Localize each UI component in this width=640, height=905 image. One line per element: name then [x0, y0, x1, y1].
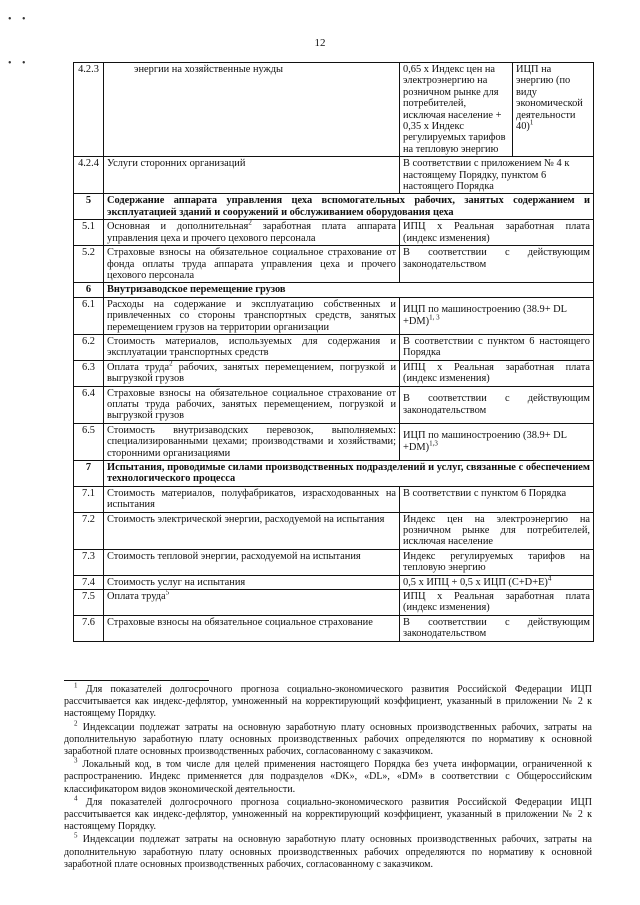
- row-name: Стоимость тепловой энергии, расходуемой на испытания: [104, 549, 400, 575]
- row-number: 7.6: [74, 615, 104, 641]
- footnote: $^2$ Индексации подлежат затраты на основную заработную плату основных производственных рабочих, затраты на дополнительную заработную плату основных производственных рабочих определяются по нормативу к основной заработной плате основных производственных рабочих, согласованному с заказчиком.: [64, 719, 592, 758]
- row-formula: ИПЦ х Реальная заработная плата (индекс изменения): [400, 360, 594, 386]
- row-formula: ИПЦ х Реальная заработная плата (индекс изменения): [400, 220, 594, 246]
- row-name: Расходы на содержание и эксплуатацию собственных и привлеченных со стороны транспортных средств, занятых перемещением грузов на территории организации: [104, 297, 400, 334]
- table-row: [74, 512, 594, 549]
- row-formula: ИЦП по машиностроению (38.9+ DL +DM)$^{1,3}$: [400, 423, 594, 460]
- footnote: $^3$ Локальный код, в том числе для целей применения настоящего Порядка без учета информации, ограниченной к распространению. Индекс применяется для подразделов «DK», «DL», «DM» в соответствии с Общероссийским классификатором видов экономической деятельности.: [64, 756, 592, 795]
- footnote: $^4$ Для показателей долгосрочного прогноза социально-экономического развития Российской Федерации ИЦП рассчитывается как индекс-дефлятор, умноженный на корректирующий коэффициент, указанный в приложении № 2 к настоящему Порядку.: [64, 794, 592, 833]
- row-formula: В соответствии с действующим законодательством: [400, 246, 594, 283]
- table-row: [74, 246, 594, 283]
- section-row: [74, 194, 594, 220]
- row-number: 6.3: [74, 360, 104, 386]
- row-number: 6.1: [74, 297, 104, 334]
- row-name: Услуги сторонних организаций: [104, 157, 400, 194]
- row-number: 4.2.3: [74, 63, 104, 157]
- section-number: 6: [74, 283, 104, 297]
- row-number: 5.1: [74, 220, 104, 246]
- row-number: 7.1: [74, 486, 104, 512]
- table-row: [74, 575, 594, 589]
- row-number: 7.4: [74, 575, 104, 589]
- section-title: Содержание аппарата управления цеха вспомогательных рабочих, занятых содержанием и эксплуатацией зданий и сооружений и обслуживанием оборудования цеха: [104, 194, 594, 220]
- table-row: [74, 549, 594, 575]
- margin-marks-top: • •: [8, 14, 30, 25]
- section-number: 5: [74, 194, 104, 220]
- table-row: [74, 360, 594, 386]
- row-formula: В соответствии с приложением № 4 к настоящему Порядку, пунктом 6 настоящего Порядка: [400, 157, 594, 194]
- row-formula: ИЦП по машиностроению (38.9+ DL +DM)$^{1, 3}$: [400, 297, 594, 334]
- section-title: Внутризаводское перемещение грузов: [104, 283, 594, 297]
- section-row: [74, 461, 594, 487]
- row-name: Страховые взносы на обязательное социальное страхование: [104, 615, 400, 641]
- row-name: Стоимость материалов, полуфабрикатов, израсходованных на испытания: [104, 486, 400, 512]
- row-formula: Индекс регулируемых тарифов на тепловую энергию: [400, 549, 594, 575]
- row-name: Оплата труда$^2$ рабочих, занятых перемещением, погрузкой и выгрузкой грузов: [104, 360, 400, 386]
- section-title: Испытания, проводимые силами производственных подразделений и услуг, связанные с обеспечением технологического процесса: [104, 461, 594, 487]
- table-row: [74, 423, 594, 460]
- row-name: Основная и дополнительная$^2$ заработная плата аппарата управления цеха и прочего цехового персонала: [104, 220, 400, 246]
- table-row: [74, 63, 594, 157]
- table-row: [74, 386, 594, 423]
- row-number: 5.2: [74, 246, 104, 283]
- row-formula: 0,5 х ИПЦ + 0,5 х ИЦП $(С+D+E)^4$: [400, 575, 594, 589]
- row-name: Оплата труда$^5$: [104, 590, 400, 616]
- footnote-separator: [64, 680, 209, 681]
- row-number: 6.5: [74, 423, 104, 460]
- row-number: 6.4: [74, 386, 104, 423]
- row-number: 7.2: [74, 512, 104, 549]
- row-formula-right: ИЦП на энергию (по виду экономической деятельности 40)$^1$: [513, 63, 594, 157]
- row-name: Стоимость электрической энергии, расходуемой на испытания: [104, 512, 400, 549]
- row-name: Стоимость материалов, используемых для содержания и эксплуатации транспортных средств: [104, 334, 400, 360]
- row-number: 6.2: [74, 334, 104, 360]
- row-name: Стоимость внутризаводских перевозок, выполняемых: специализированными цехами; производствами и хозяйствами; сторонними организациями: [104, 423, 400, 460]
- margin-marks-left: • •: [8, 58, 30, 69]
- row-formula: В соответствии с действующим законодательством: [400, 615, 594, 641]
- row-formula-left: 0,65 х Индекс цен на электроэнергию на розничном рынке для потребителей, исключая население + 0,35 х Индекс регулируемых тарифов на тепловую энергию: [400, 63, 513, 157]
- footnotes: [64, 681, 592, 872]
- row-formula: В соответствии с пунктом 6 Порядка: [400, 486, 594, 512]
- section-number: 7: [74, 461, 104, 487]
- row-formula: В соответствии с пунктом 6 настоящего Порядка: [400, 334, 594, 360]
- row-number: 7.5: [74, 590, 104, 616]
- page-number: 12: [314, 37, 326, 49]
- row-number: 7.3: [74, 549, 104, 575]
- table-row: [74, 157, 594, 194]
- table-row: [74, 297, 594, 334]
- row-name: Страховые взносы на обязательное социальное страхование от оплаты труда рабочих, занятых перемещением, погрузкой и выгрузкой грузов: [104, 386, 400, 423]
- row-name: Страховые взносы на обязательное социальное страхование от фонда оплаты труда аппарата управления цеха и прочего цехового персонала: [104, 246, 400, 283]
- table-row: [74, 615, 594, 641]
- row-name: энергии на хозяйственные нужды: [104, 63, 400, 157]
- footnote: $^5$ Индексации подлежат затраты на основную заработную плату основных производственных рабочих, затраты на дополнительную заработную плату основных производственных рабочих определяются по нормативу к основной заработной плате основных производственных рабочих, согласованному с заказчиком.: [64, 832, 592, 870]
- row-number: 4.2.4: [74, 157, 104, 194]
- row-formula: Индекс цен на электроэнергию на розничном рынке для потребителей, исключая население: [400, 512, 594, 549]
- row-formula: ИПЦ х Реальная заработная плата (индекс изменения): [400, 590, 594, 616]
- table-row: [74, 334, 594, 360]
- table-row: [74, 486, 594, 512]
- indexation-table: [73, 62, 594, 642]
- row-formula: В соответствии с действующим законодательством: [400, 386, 594, 423]
- footnote: $^1$ Для показателей долгосрочного прогноза социально-экономического развития Российской Федерации ИЦП рассчитывается как индекс-дефлятор, умноженный на корректирующий коэффициент, указанный в приложении № 2 к настоящему Порядку.: [64, 681, 592, 720]
- table-row: [74, 590, 594, 616]
- row-name: Стоимость услуг на испытания: [104, 575, 400, 589]
- section-row: [74, 283, 594, 297]
- table-row: [74, 220, 594, 246]
